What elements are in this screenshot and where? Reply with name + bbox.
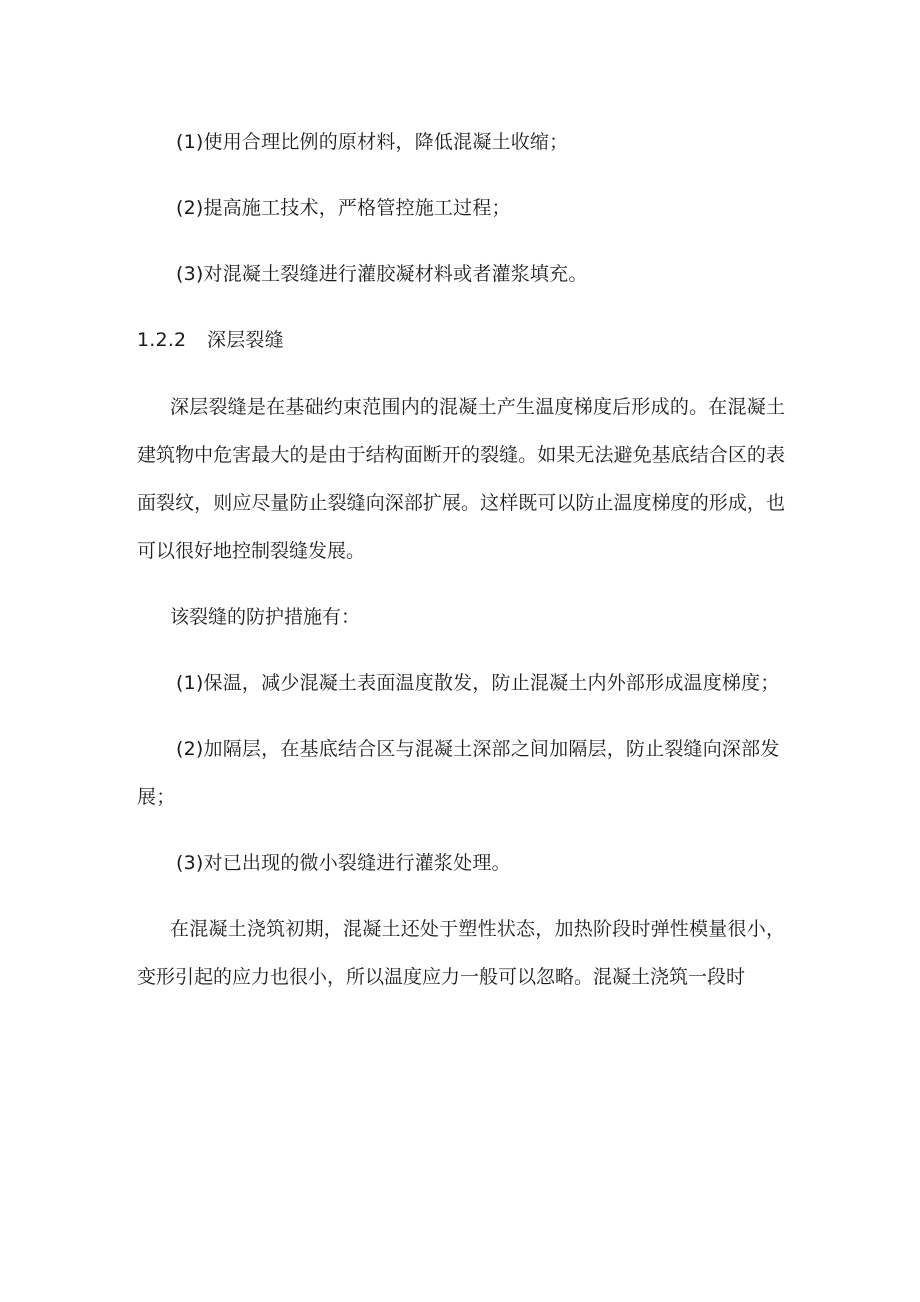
- list-item-bottom-3: (3)对已出现的微小裂缝进行灌浆处理。: [176, 852, 511, 874]
- list-item-bottom-1: (1)保温，减少混凝土表面温度散发，防止混凝土内外部形成温度梯度；: [176, 672, 780, 694]
- paragraph-deep-cracks: 深层裂缝是在基础约束范围内的混凝土产生温度梯度后形成的。在混凝土建筑物中危害最大的是由于结构面断开的裂缝。如果无法避免基底结合区的表面裂纹，则应尽量防止裂缝向深部扩展。这样既可以防止温度梯度的形成，也可以很好地控制裂缝发展。: [137, 396, 785, 562]
- list-item-top-3: (3)对混凝土裂缝进行灌胶凝材料或者灌浆填充。: [176, 263, 588, 285]
- section-title: 深层裂缝: [207, 329, 284, 351]
- paragraph-plastic-state: 在混凝土浇筑初期，混凝土还处于塑性状态，加热阶段时弹性模量很小，变形引起的应力也很小，所以温度应力一般可以忽略。混凝土浇筑一段时: [137, 918, 785, 988]
- list-item-top-1: (1)使用合理比例的原材料，降低混凝土收缩；: [176, 131, 569, 153]
- paragraph-protection-intro: 该裂缝的防护措施有：: [170, 606, 361, 628]
- section-number: 1.2.2: [137, 329, 187, 351]
- list-item-top-2: (2)提高施工技术，严格管控施工过程；: [176, 197, 511, 219]
- list-item-bottom-2: (2)加隔层，在基底结合区与混凝土深部之间加隔层，防止裂缝向深部发展；: [137, 738, 780, 808]
- document-body: [137, 118, 785, 1019]
- section-heading: [137, 316, 785, 364]
